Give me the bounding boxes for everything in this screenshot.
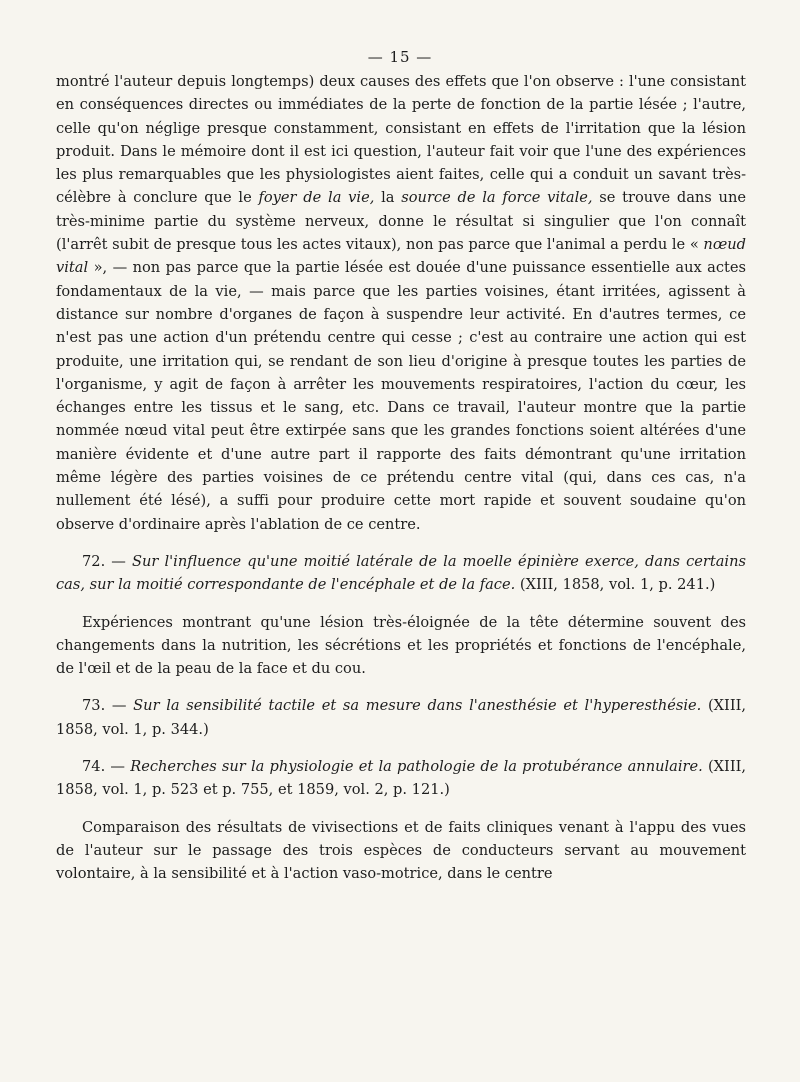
entry-74-heading: 74. — Recherches sur la physiologie et la pathologie de la protubérance annulaire. (XIII, 1858, vol. 1, p. 523 et p. 755, et 1859, vol. 2, p. 121.) [56,758,746,799]
entry-73-heading: 73. — Sur la sensibilité tactile et sa mesure dans l'anesthésie et l'hyperesthésie. (XIII, 1858, vol. 1, p. 344.) [56,697,746,738]
entry-73-ref: (XIII, 1858, vol. 1, p. 344.) [56,697,746,738]
entry-72-summary: Expériences montrant qu'une lésion très-éloignée de la tête détermine souvent des changements dans la nutrition, les sécrétions et les propriétés et fonctions de l'encéphale, de l'œil et de la peau de la face et du cou. [56,613,746,678]
entry-73-title: Sur la sensibilité tactile et sa mesure dans l'anesthésie et l'hyperesthésie. [133,697,702,715]
page-number: — 15 — [367,48,433,66]
entry-72-title: Sur l'influence qu'une moitié latérale de la moelle épinière exerce, dans certains cas, sur la moitié correspondante de l'encéphale et de la face. [56,552,746,594]
noeud-vital: nœud vital [56,236,746,277]
entry-74-ref: (XIII, 1858, vol. 1, p. 523 et p. 755, et 1859, vol. 2, p. 121.) [56,758,746,799]
entry-74-summary: Comparaison des résultats de vivisections et de faits cliniques venant à l'appu des vues de l'auteur sur le passage des trois espèces de conducteurs servant au mouvement volontaire, à la sensibilité et à l'action vaso-motrice, dans le centre [56,818,746,883]
entry-72-ref: (XIII, 1858, vol. 1, p. 241.) [515,576,716,594]
entry-74-title: Recherches sur la physiologie et la pathologie de la protubérance annulaire. [130,758,703,776]
intro-paragraph: montré l'auteur depuis longtemps) deux causes des effets que l'on observe : l'une consistant en conséquences directes ou immédiates de la perte de fonction de la partie lésée ; l'autre, celle qu'on néglige presque constamment, consistant en effets de l'irritation que la lésion produit. Dans le mémoire dont il est ici question, l'auteur fait voir que l'une des expériences les plus remarquables que les physiologistes aient faites, celle qui a conduit un savant très-célèbre à conclure que le foyer de la vie, la source de la force vitale, se trouve dans une très-minime partie du système nerveux, donne le résultat si singulier que l'on connaît (l'arrêt subit de presque tous les actes vitaux), non pas parce que l'animal a perdu le « nœud vital », — non pas parce que la partie lésée est douée d'une puissance essentielle aux actes fondamentaux de la vie, — mais parce que les parties voisines, étant irritées, agissent à distance sur nombre d'organes de façon à suspendre leur activité. En d'autres termes, ce n'est pas une action d'un prétendu centre qui cesse ; c'est au contraire une action qui est produite, une irritation qui, se rendant de son lieu d'origine à presque toutes les parties de l'organisme, y agit de façon à arrêter les mouvements respiratoires, l'action du cœur, les échanges entre les tissus et le sang, etc. Dans ce travail, l'auteur montre que la partie nommée nœud vital peut être extirpée sans que les grandes fonctions soient altérées d'une manière évidente et d'une autre part il rapporte des faits démontrant qu'une irritation même légère des parties voisines de ce prétendu centre vital (qui, dans ces cas, n'a nullement été lésé), a suffi pour produire cette mort rapide et souvent soudaine qu'on observe d'ordinaire après l'ablation de ce centre. [56,73,746,533]
source-force-vitale: source de la force vitale, [401,189,593,207]
entry-72-heading: 72. — Sur l'influence qu'une moitié latérale de la moelle épinière exerce, dans certains cas, sur la moitié correspondante de l'encéphale et de la face. (XIII, 1858, vol. 1, p. 241.) [56,552,746,594]
page-body [56,70,746,886]
foyer-de-la-vie: foyer de la vie, [258,189,375,207]
